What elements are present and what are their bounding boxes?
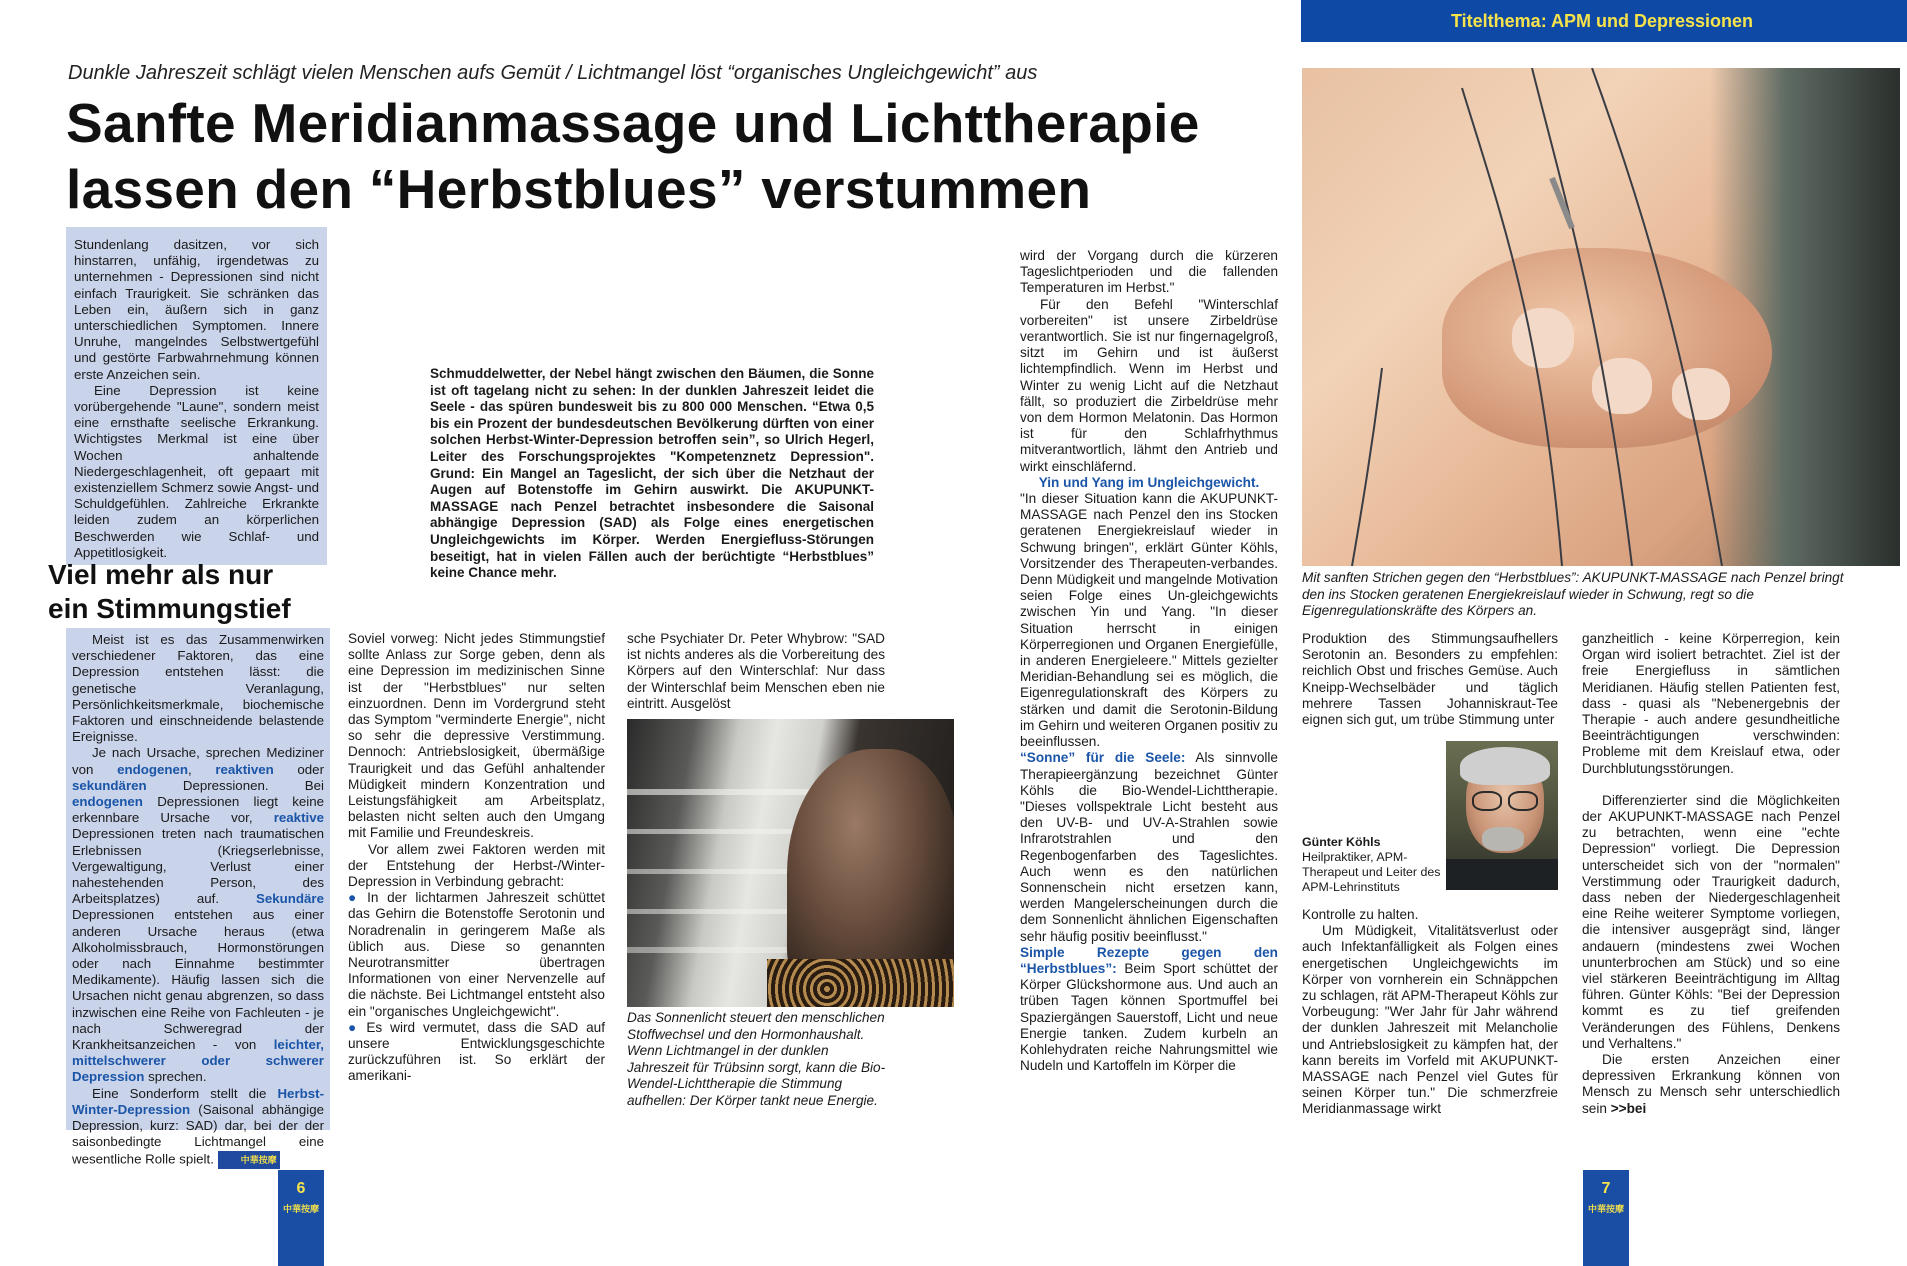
left-box-paragraph-2: Je nach Ursache, sprechen Mediziner von endogenen, reaktiven oder sekundären Depressionen. Bei endogenen Depressionen liegt keine erkennbare Ursache vor, reaktive Depressionen treten nach traumatischen Erlebnissen (Kriegserlebnisse, Vergewaltigung, Verlust einer nahestehenden Person, des Arbeitsplatzes) auf. Sekundäre Depressionen entstehen aus einer anderen Ursache heraus (etwa Alkoholmissbrauch, Hormonstörungen oder nach Einnahme bestimmter Medikamente). Häufig lassen sich die Ursachen nicht genau abgrenzen, so dass inzwischen eine Reihe von Fachleuten - je nach Schweregrad der Krankheitsanzeichen - von leichter, mittelschwerer oder schwerer Depression sprechen.	[72, 745, 325, 1085]
intro-paragraph-2: Eine Depression ist keine vorübergehende "Laune", sondern meist eine ernsthafte seelische Erkrankung. Wichtigstes Merkmal ist eine über Wochen anhaltende Niedergeschlagenheit, oft gepaart mit existenziellem Schmerz sowie Angst- und Schuldgefühlen. Zahlreiche Erkrankte leiden zudem an körperlichen Beschwerden wie Schlaf- und Appetitlosigkeit.	[74, 382, 319, 560]
subhead-left-line-2: ein Stimmungstief	[48, 593, 291, 624]
massage-photo-caption: Mit sanften Strichen gegen den “Herbstblues”: AKUPUNKT-MASSAGE nach Penzel bringt den ins Stocken geratenen Energiekreislauf wieder in Schwung, regt so die Eigenregulationskräfte des Körpers an.	[1302, 570, 1844, 618]
col4-paragraph-1: wird der Vorgang durch die kürzeren Tageslichtperioden und die fallenden Temperaturen im Herbst."	[1020, 248, 1278, 296]
page-logo-right: 中華按摩	[1587, 1204, 1624, 1214]
section-header-label: Titelthema: APM und Depressionen	[1451, 11, 1754, 31]
col2-paragraph-2: Vor allem zwei Faktoren werden mit der Entstehung der Herbst-/Winter-Depression in Verbindung gebracht:	[348, 841, 605, 890]
intro-box	[66, 227, 327, 565]
headline	[66, 90, 1200, 222]
continue-marker: >>bei	[1610, 1100, 1647, 1116]
headline-line-2: lassen den “Herbstblues” verstummen	[66, 158, 1092, 220]
portrait-role: Heilpraktiker, APM-Therapeut und Leiter des APM-Lehrinstituts	[1302, 850, 1441, 894]
column-5	[1302, 631, 1558, 728]
column-5-continued	[1302, 907, 1558, 1118]
col4-paragraph-4: “Sonne” für die Seele: Als sinnvolle Therapieergänzung bezeichnet Günter Köhls die Bio-Wendel-Lichttherapie. "Dieses vollspektrale Licht besteht aus den UV-B- und UV-A-Strahlen sowie Infrarotstrahlen und den Regenbogenfarben des Tageslichtes. Auch wenn es den natürlichen Sonnenschein nicht ersetzen kann, werden Mangelerscheinungen durch die dem Sonnenlicht ähnlichen Eigenschaften sehr häufig positiv beeinflusst."	[1020, 750, 1278, 944]
lead-paragraph: Schmuddelwetter, der Nebel hängt zwischen den Bäumen, die Sonne ist oft tagelang nicht zu sehen: In der dunklen Jahreszeit leidet die Seele - das spüren bundesweit bis zu 800 000 Menschen. “Etwa 0,5 bis ein Prozent der bundesdeutschen Bevölkerung dürften von einer solchen Herbst-Winter-Depression betroffen sein”, so Ulrich Hegerl, Leiter des Forschungsprojektes "Kompetenznetz Depression". Grund: Ein Mangel an Tageslicht, der sich über die Netzhaut der Augen auf Botenstoffe im Gehirn auswirkt. Die AKUPUNKT-MASSAGE nach Penzel betrachtet insbesondere die Saisonal abhängige Depression (SAD) als Folge eines energetischen Ungleichgewichts im Körper. Werden Energiefluss-Störungen beseitigt, hat in vielen Fällen auch der berüchtigte “Herbstblues” keine Chance mehr.	[430, 366, 874, 581]
subhead-left	[48, 558, 291, 626]
logo-stamp: 中華按摩	[218, 1151, 280, 1169]
intro-paragraph-1: Stundenlang dasitzen, vor sich hinstarren, unfähig, irgendetwas zu unternehmen - Depressionen sind nicht einfach Traurigkeit. Sie schränken das Leben ein, äußern sich in ganz unterschiedlichen Symptomen. Innere Unruhe, mangelndes Selbstwertgefühl und gestörte Farbwahrnehmung können erste Anzeichen sein.	[74, 237, 319, 382]
column-6	[1582, 631, 1840, 1117]
left-box-paragraph-1: Meist ist es das Zusammenwirken verschiedener Faktoren, das eine Depression entstehen lässt: die genetische Veranlagung, Persönlichkeitsmerkmale, biochemische Faktoren und einschneidende belastende Ereignisse.	[72, 632, 324, 745]
col2-bullet-1: ● In der lichtarmen Jahreszeit schüttet das Gehirn die Botenstoffe Serotonin und Noradrenalin in geringerem Maße als üblich aus. Diese so genannten Neurotransmitter übertragen Informationen von einer Nervenzelle auf die nächste. Bei Lichtmangel entsteht also ein "organisches Ungleichgewicht".	[348, 890, 606, 1019]
column-3: sche Psychiater Dr. Peter Whybrow: "SAD ist nichts anderes als die Vorbereitung des Körpers auf den Winterschlaf: Nur dass der Winterschlaf beim Menschen eben nie eintritt. Ausgelöst	[627, 631, 885, 711]
col4-subhead-yin-yang: Yin und Yang im Ungleichgewicht.	[1038, 474, 1260, 490]
col6-paragraph-3: Die ersten Anzeichen einer depressiven Erkrankung können von Mensch zu Mensch sehr unterschiedlich sein >>bei	[1582, 1052, 1840, 1116]
bullet-icon: ●	[348, 1019, 361, 1035]
left-box	[66, 628, 330, 1167]
col5-paragraph-2: Kontrolle zu halten.	[1302, 907, 1419, 922]
col6-paragraph-2: Differenzierter sind die Möglichkeiten der AKUPUNKT-MASSAGE nach Penzel zu betrachten, wenn eine "echte Depression" vorliegt. Die Depression unterscheidet sich von der "normalen" Verstimmung oder Traurigkeit dadurch, dass neben der Niedergeschlagenheit eine Reihe weiterer Symptome vorliegen, die intensiver ausgeprägt sind, länger andauern (mindestens zwei Wochen ununterbrochen am Stück) und so eine viel stärkeren Beeinträchtigung im Alltag führen. Günter Köhls: "Bei der Depression kommt es zu tief greifenden Veränderungen des Fühlens, Denkens und Verhaltens."	[1582, 792, 1840, 1051]
column-2	[348, 631, 605, 1085]
massage-photo	[1302, 68, 1900, 566]
left-box-paragraph-3: Eine Sonderform stellt die Herbst-Winter-Depression (Saisonal abhängige Depression, kurz: SAD) dar, bei der der saisonbedingte Lichtmangel eine wesentliche Rolle spielt. 中華按摩	[72, 1086, 324, 1169]
bullet-icon: ●	[348, 890, 362, 906]
col4-paragraph-2: Für den Befehl "Winterschlaf vorbereiten" ist unsere Zirbeldrüse verantwortlich. Sie ist nur fingernagelgroß, sitzt im Gehirn und ist äußerst lichtempfindlich. Wenn im Herbst und Winter zu wenig Licht auf die Netzhaut fällt, so produziert die Zirbeldrüse mehr von dem Hormon Melatonin. Das Hormon ist für den Schlafrhythmus mitverantwortlich, lähmt den Antrieb und wirkt einschläfernd.	[1020, 296, 1278, 474]
page-number-left: 6 中華按摩	[278, 1170, 324, 1266]
headline-line-1: Sanfte Meridianmassage und Lichttherapie	[66, 92, 1200, 154]
section-header-bar	[1301, 0, 1907, 42]
col5-paragraph-1: Produktion des Stimmungsaufhellers Serotonin an. Besonders zu empfehlen: reichlich Obst und frisches Gemüse. Auch Kneipp-Wechselbäder und täglich mehrere Tassen Johanniskraut-Tee eignen sich gut, um trübe Stimmung unter	[1302, 631, 1558, 728]
col5-paragraph-3: Um Müdigkeit, Vitalitätsverlust oder auch Infektanfälligkeit als Folgen eines energetischen Ungleichgewichts im Körper von vornherein ein Schnäppchen zu schlagen, rät APM-Therapeut Köhls zur Vorbeugung: "Wer Jahr für Jahr während der dunklen Jahreszeit mit Melancholie und Antriebslosigkeit zu kämpfen hat, der kann bereits im Vorfeld mit AKUPUNKT-MASSAGE nach Penzel viel Gutes für seinen Körper tun." Die schmerzfreie Meridianmassage wirkt	[1302, 923, 1558, 1117]
subhead-left-line-1: Viel mehr als nur	[48, 559, 274, 590]
page-logo-left: 中華按摩	[282, 1204, 319, 1214]
woman-window-photo	[627, 719, 954, 1007]
column-4	[1020, 248, 1278, 1074]
portrait-name: Günter Köhls	[1302, 835, 1381, 849]
portrait-guenter-koehls	[1446, 741, 1558, 890]
col4-paragraph-5: Simple Rezepte gegen den “Herbstblues”: Beim Sport schüttet der Körper Glückshormone aus. Und auch an trüben Tagen können Sportmuffel bei Spaziergängen Sauerstoff, Licht und neue Energie tanken. Zudem kurbeln an Kohlehydraten reiche Nahrungsmittel wie Nudeln und Kartoffeln im Körper die	[1020, 944, 1278, 1074]
col2-paragraph-1: Soviel vorweg: Nicht jedes Stimmungstief sollte Anlass zur Sorge geben, denn als eine Depression im medizinischen Sinne ist der "Herbstblues" nur selten einzuordnen. Denn im Vordergrund steht das Symptom "verminderte Energie", nicht so sehr die depressive Verstimmung. Dennoch: Antriebslosigkeit, übermäßige Traurigkeit und das Gefühl anhaltender Müdigkeit mindern Konzentration und Leistungsfähigkeit am Arbeitsplatz, belasten nicht selten auch den Umgang mit Familie und Freundeskreis.	[348, 631, 605, 841]
meridian-lines	[1302, 68, 1900, 566]
kicker: Dunkle Jahreszeit schlägt vielen Menschen aufs Gemüt / Lichtmangel löst “organisches Ungleichgewicht” aus	[68, 62, 1038, 84]
col2-bullet-2: ● Es wird vermutet, dass die SAD auf unsere Entwicklungsgeschichte zurückzuführen ist. So erklärt der amerikani-	[348, 1019, 605, 1084]
portrait-caption	[1302, 835, 1442, 895]
col4-paragraph-3: "In dieser Situation kann die AKUPUNKT-MASSAGE nach Penzel den ins Stocken geratenen Energiekreislauf wieder in Schwung bringen", erklärt Günter Köhls, Vorsitzender des Therapeuten-verbandes. Denn Müdigkeit und mangelnde Motivation seien Folge eines Un-gleichgewichts zwischen Yin und Yang. "In dieser Situation herrscht in einigen Körperregionen und Organen Energiefülle, in anderen Energieleere." Mittels gezielter Meridian-Behandlung sei es möglich, die Eigenregulationskraft des Körpers zu stärken und damit die Serotonin-Bildung im Gehirn und weiteren Organen positiv zu beeinflussen.	[1020, 491, 1278, 750]
woman-photo-caption: Das Sonnenlicht steuert den menschlichen Stoffwechsel und den Hormonhaushalt. Wenn Lichtmangel in der dunklen Jahreszeit für Trübsinn sorgt, kann die Bio-Wendel-Lichttherapie die Stimmung aufhellen: Der Körper tankt neue Energie.	[627, 1010, 886, 1108]
col6-paragraph-1: ganzheitlich - keine Körperregion, kein Organ wird isoliert betrachtet. Ziel ist der freie Energiefluss in sämtlichen Meridianen. Häufig stellen Patienten fest, dass - quasi als "Nebenergebnis der Therapie - auch andere gesundheitliche Beeinträchtigungen verschwinden: Probleme mit dem Kreislauf etwa, oder Durchblutungsstörungen.	[1582, 631, 1840, 776]
page-number-right: 7 中華按摩	[1583, 1170, 1629, 1266]
